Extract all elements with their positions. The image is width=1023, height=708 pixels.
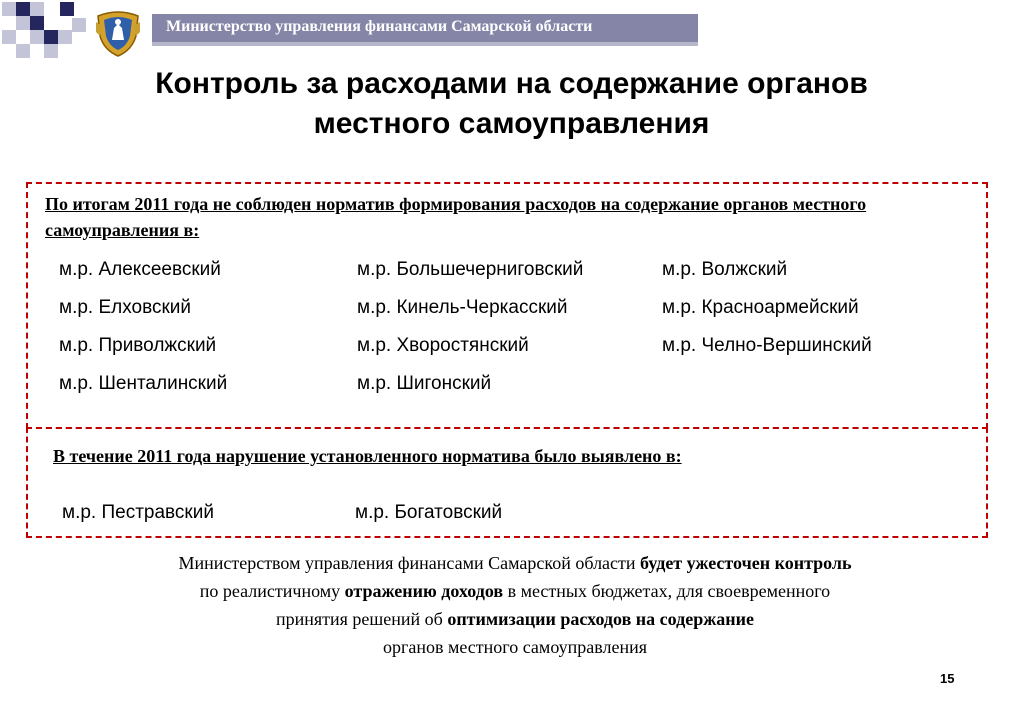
district-item: м.р. Приволжский <box>59 335 217 356</box>
conclusion-text-part: в местных бюджетах, для своевременного <box>503 581 831 601</box>
conclusion-line-2 <box>40 577 990 605</box>
header-bar <box>152 14 698 46</box>
district-item: м.р. Алексеевский <box>59 259 221 280</box>
conclusion-text-part: принятия решений об <box>275 609 448 629</box>
coat-of-arms-icon <box>92 6 144 58</box>
conclusion-emphasis: оптимизации расходов на содержание <box>447 609 755 629</box>
section-1-notice: По итогам 2011 года не соблюден норматив формирования расходов на содержание органов местного самоуправления в: <box>45 194 867 240</box>
title-line-1: Контроль за расходами на содержание органов <box>155 67 868 100</box>
district-item: м.р. Большечерниговский <box>357 259 584 280</box>
district-item: м.р. Хворостянский <box>357 335 529 356</box>
district-item: м.р. Елховский <box>59 297 191 318</box>
title-line-2: местного самоуправления <box>313 107 710 140</box>
conclusion-emphasis: будет ужесточен контроль <box>640 553 852 573</box>
district-item: м.р. Челно-Вершинский <box>662 335 872 356</box>
conclusion-text-part: по реалистичному <box>199 581 345 601</box>
district-item: м.р. Волжский <box>662 259 788 280</box>
district-item: м.р. Богатовский <box>355 502 503 523</box>
section-2-notice: В течение 2011 года нарушение установленного норматива было выявлено в: <box>53 446 682 466</box>
conclusion-line-1 <box>40 549 990 577</box>
conclusion-emphasis: отражению доходов <box>344 581 504 601</box>
conclusion-line-4: органов местного самоуправления <box>382 637 648 657</box>
conclusion-line-3 <box>40 605 990 633</box>
district-item: м.р. Шигонский <box>357 373 492 394</box>
district-item: м.р. Кинель-Черкасский <box>357 297 568 318</box>
district-item: м.р. Пестравский <box>62 502 214 523</box>
ministry-name: Министерство управления финансами Самарской области <box>166 18 593 35</box>
page-number: 15 <box>940 671 955 686</box>
district-item: м.р. Красноармейский <box>662 297 859 318</box>
slide-title <box>0 64 1023 144</box>
conclusion-text-part: Министерством управления финансами Самарской области <box>178 553 641 573</box>
district-item: м.р. Шенталинский <box>59 373 228 394</box>
conclusion-text <box>40 549 990 661</box>
